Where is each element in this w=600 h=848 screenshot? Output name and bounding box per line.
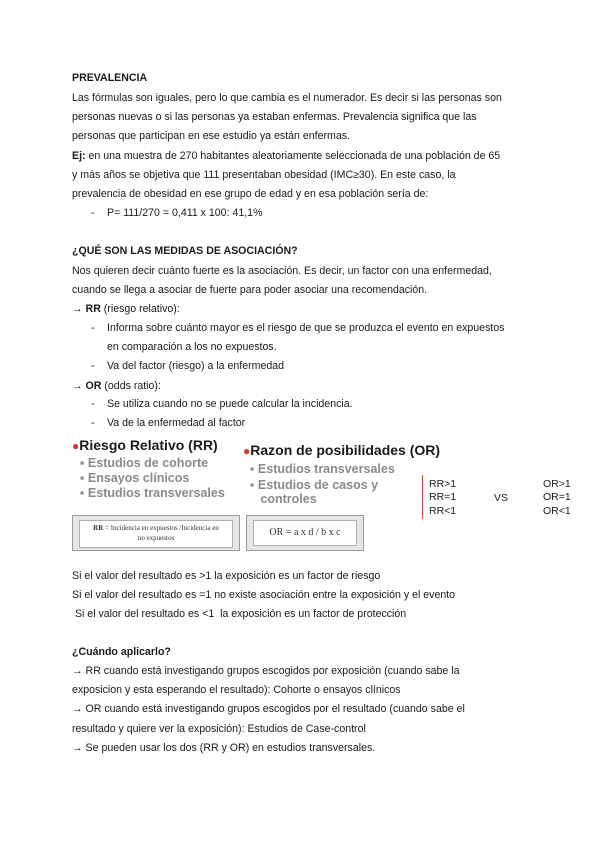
or-label: OR — [85, 380, 102, 392]
rr-formula-box — [72, 515, 240, 551]
prevalence-formula: P= 111/270 = 0,411 x 100: 41,1% — [107, 207, 263, 219]
arrow-icon: → — [72, 303, 83, 315]
slide-or-item: ▪ Estudios transversales — [250, 462, 395, 476]
heading-medidas-asociacion: ¿QUÉ SON LAS MEDIDAS DE ASOCIACIÓN? — [72, 245, 298, 257]
rr-compare: RR>1 — [429, 478, 457, 490]
rr-compare: RR<1 — [429, 505, 457, 517]
rr-heading-line — [72, 302, 180, 316]
or-compare: OR>1 — [543, 478, 571, 490]
bullet-dot-icon: ● — [72, 439, 80, 453]
or-formula: OR = a x d / b x c — [253, 520, 357, 546]
or-heading-line — [72, 379, 161, 393]
aplicar-line: resultado y quiere ver la exposición): Estudios de Case-control — [72, 723, 366, 735]
prevalencia-para-line: Las fórmulas son iguales, pero lo que cambia es el numerador. Es decir si las personas son — [72, 92, 502, 104]
prevalencia-para-line: personas nuevas o si las personas ya estaban enfermas. Prevalencia significa que las — [72, 111, 477, 123]
prevalencia-para-line: personas que participan en ese estudio ya están enfermas. — [72, 130, 350, 142]
slide-rr-item: ▪ Estudios transversales — [80, 486, 225, 500]
slide-or-item: ▪ Estudios de casos y — [250, 478, 379, 492]
or-compare: OR=1 — [543, 491, 571, 503]
rr-point: Va del factor (riesgo) a la enfermedad — [107, 360, 285, 372]
example-line: y más años se objetiva que 111 presentaban obesidad (IMC≥30). En este caso, la — [72, 169, 456, 181]
slide-rr-item: ▪ Ensayos clínicos — [80, 471, 190, 485]
interpretation-line: Si el valor del resultado es <1 la exposición es un factor de protección — [72, 608, 407, 620]
interpretation-line: Si el valor del resultado es >1 la exposición es un factor de riesgo — [72, 570, 381, 582]
slide-or-item: controles — [250, 492, 317, 506]
compare-divider — [422, 475, 423, 519]
aplicar-line: exposicion y esta esperando el resultado): Cohorte o ensayos clínicos — [72, 684, 401, 696]
example-line: prevalencia de obesidad en ese grupo de edad y en esa población sería de: — [72, 188, 429, 200]
rr-compare: RR=1 — [429, 491, 457, 503]
or-compare: OR<1 — [543, 505, 571, 517]
slide-rr-title: ●Riesgo Relativo (RR) — [72, 437, 218, 453]
bullet-dot-icon: ● — [243, 444, 251, 458]
aplicar-line: → Se pueden usar los dos (RR y OR) en estudios transversales. — [72, 742, 376, 754]
or-formula-box — [246, 515, 364, 551]
or-point: Se utiliza cuando no se puede calcular la incidencia. — [107, 398, 353, 410]
heading-prevalencia: PREVALENCIA — [72, 72, 148, 84]
example-text: en una muestra de 270 habitantes aleatoriamente seleccionada de una población de 65 — [85, 150, 501, 162]
slide-rr-item: ▪ Estudios de cohorte — [80, 456, 209, 470]
bullet-dash: - — [91, 398, 95, 410]
vs-label: VS — [494, 492, 509, 504]
rr-point: Informa sobre cuánto mayor es el riesgo de que se produzca el evento en expuestos — [107, 322, 505, 334]
heading-cuando-aplicarlo: ¿Cuándo aplicarlo? — [72, 646, 171, 658]
bullet-dash: - — [91, 207, 95, 219]
medidas-para-line: cuando se llega a asociar de fuerte para poder asociar una recomendación. — [72, 284, 428, 296]
rr-formula-label: RR — [93, 524, 104, 532]
example-label: Ej: — [72, 150, 86, 162]
slide-or-title: ●Razon de posibilidades (OR) — [243, 442, 441, 458]
interpretation-line: Si el valor del resultado es =1 no existe asociación entre la exposición y el evento — [72, 589, 456, 601]
arrow-icon: → — [72, 380, 83, 392]
rr-desc: (riesgo relativo): — [100, 303, 180, 315]
or-desc: (odds ratio): — [101, 380, 161, 392]
medidas-para-line: Nos quieren decir cuánto fuerte es la asociación. Es decir, un factor con una enfermedad, — [72, 265, 492, 277]
bullet-dash: - — [91, 322, 95, 334]
bullet-dash: - — [91, 360, 95, 372]
aplicar-line: → OR cuando está investigando grupos escogidos por el resultado (cuando sabe el — [72, 703, 465, 715]
example-line — [72, 149, 500, 163]
bullet-dash: - — [91, 417, 95, 429]
aplicar-line: → RR cuando está investigando grupos escogidos por exposición (cuando sabe la — [72, 665, 460, 677]
or-point: Va de la enfermedad al factor — [107, 417, 246, 429]
rr-formula: RR = Incidencia en expuestos /Incidencia en no expuestos — [79, 520, 233, 548]
rr-label: RR — [85, 303, 101, 315]
rr-point: en comparación a los no expuestos. — [107, 341, 277, 353]
